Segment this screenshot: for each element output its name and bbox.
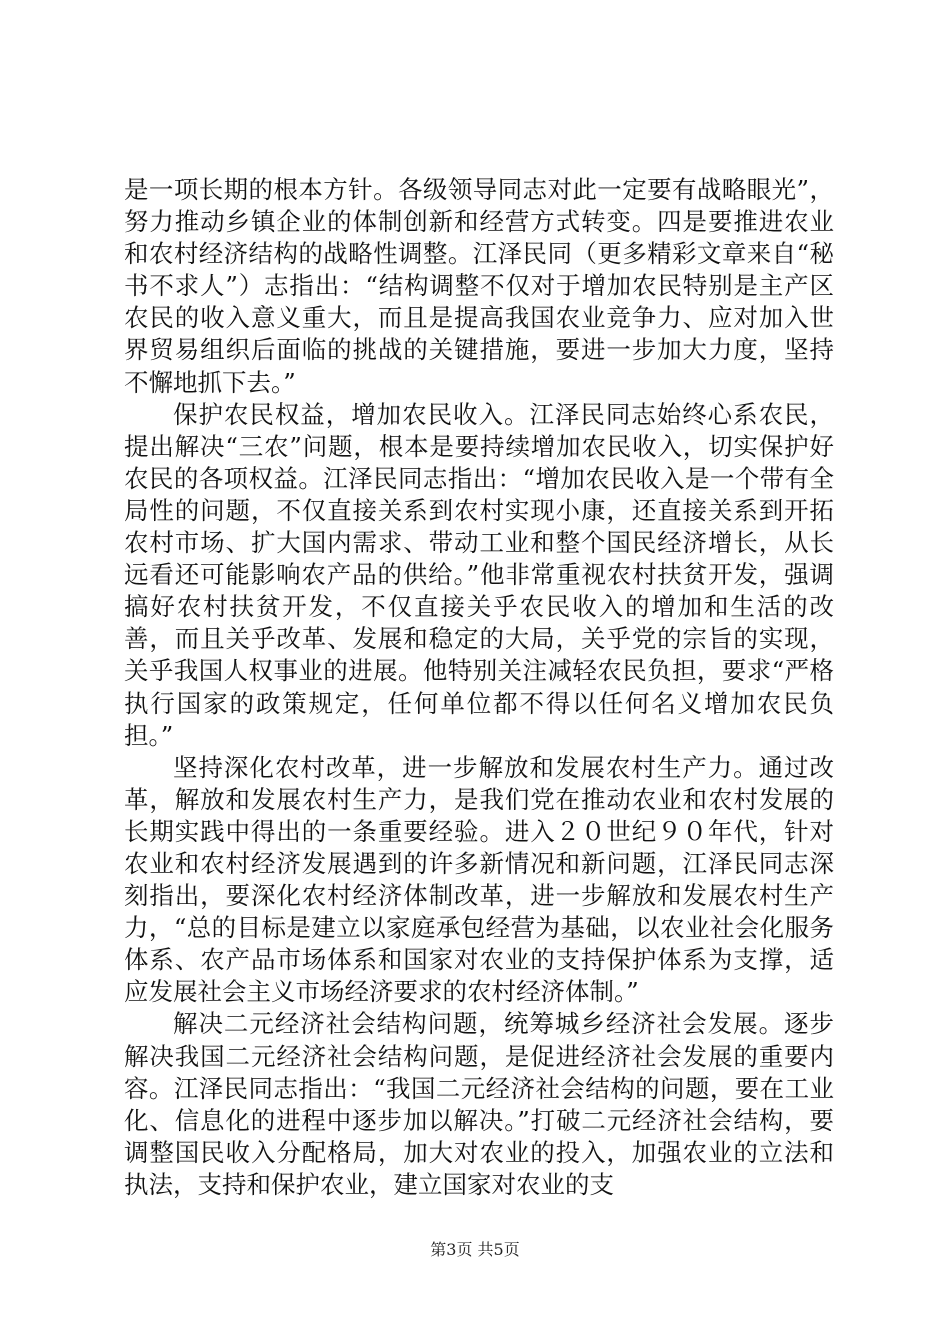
page-footer <box>0 1239 950 1261</box>
paragraph-4: 解决二元经济社会结构问题，统筹城乡经济社会发展。逐步解决我国二元经济社会结构问题，是促进经济社会发展的重要内容。江泽民同志指出：“我国二元经济社会结构的问题，要在工业化、信息化的进程中逐步加以解决。”打破二元经济社会结构，要调整国民收入分配格局，加大对农业的投入，加强农业的立法和执法，支持和保护农业，建立国家对农业的支 <box>124 1009 834 1199</box>
page-number: 第3页 共5页 <box>430 1240 520 1259</box>
paragraph-3: 坚持深化农村改革，进一步解放和发展农村生产力。通过改革，解放和发展农村生产力，是我们党在推动农业和农村发展的长期实践中得出的一条重要经验。进入２０世纪９０年代，针对农业和农村经济发展遇到的许多新情况和新问题，江泽民同志深刻指出，要深化农村经济体制改革，进一步解放和发展农村生产力，“总的目标是建立以家庭承包经营为基础，以农业社会化服务体系、农产品市场体系和国家对农业的支持保护体系为支撑，适应发展社会主义市场经济要求的农村经济体制。” <box>124 752 834 1007</box>
paragraph-1: 是一项长期的根本方针。各级领导同志对此一定要有战略眼光”，努力推动乡镇企业的体制创新和经营方式转变。四是要推进农业和农村经济结构的战略性调整。江泽民同（更多精彩文章来自“秘书不求人”）志指出：“结构调整不仅对于增加农民特别是主产区农民的收入意义重大，而且是提高我国农业竞争力、应对加入世界贸易组织后面临的挑战的关键措施，要进一步加大力度，坚持不懈地抓下去。” <box>124 175 834 397</box>
paragraph-2: 保护农民权益，增加农民收入。江泽民同志始终心系农民，提出解决“三农”问题，根本是要持续增加农民收入，切实保护好农民的各项权益。江泽民同志指出：“增加农民收入是一个带有全局性的问题，不仅直接关系到农村实现小康，还直接关系到开拓农村市场、扩大国内需求、带动工业和整个国民经济增长，从长远看还可能影响农产品的供给。”他非常重视农村扶贫开发，强调搞好农村扶贫开发，不仅直接关乎农民收入的增加和生活的改善，而且关乎改革、发展和稳定的大局，关乎党的宗旨的实现，关乎我国人权事业的进展。他特别关注减轻农民负担，要求“严格执行国家的政策规定，任何单位都不得以任何名义增加农民负担。” <box>124 399 834 750</box>
document-body <box>124 174 834 1201</box>
